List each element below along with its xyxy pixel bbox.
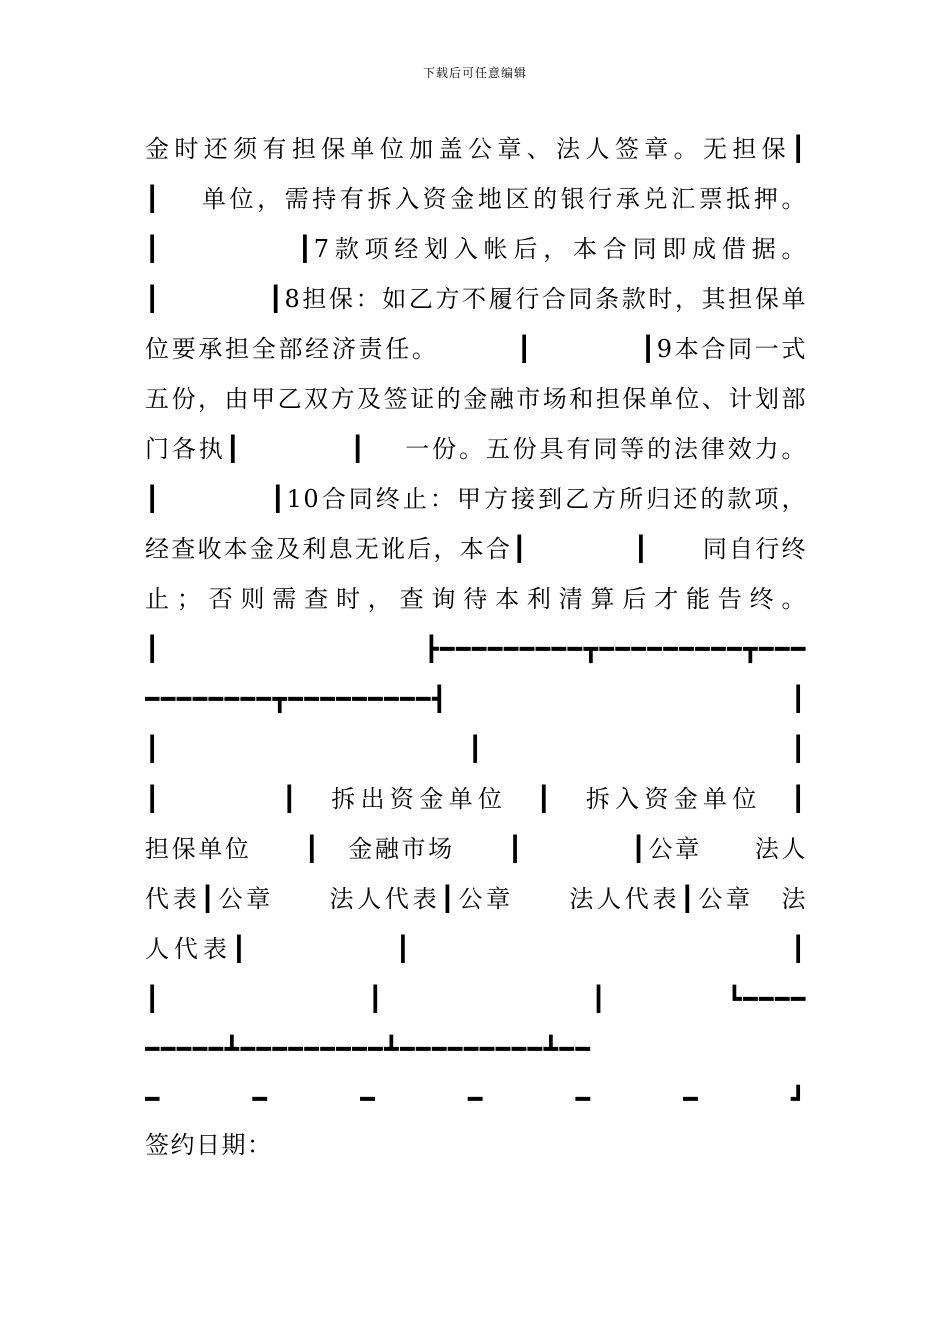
text-line: ┃ ┃10合同终止：甲方接到乙方所归还的款项， bbox=[145, 485, 807, 513]
table-border-line: ━━━━━━━━┳━━━━━━━━━┫ ┃ bbox=[145, 685, 807, 713]
table-border-line: ┃ ┃ ┃ bbox=[145, 735, 807, 763]
text-line: ┃ 单位，需持有拆入资金地区的银行承兑汇票抵押。 bbox=[145, 185, 807, 213]
table-header-line: 人代表┃ ┃ ┃ bbox=[145, 935, 807, 963]
text-line: 经查收本金及利息无讹后，本合┃ ┃ 同自行终 bbox=[145, 535, 807, 563]
table-header-line: 代表┃公章 法人代表┃公章 法人代表┃公章 法 bbox=[145, 885, 807, 913]
table-header-line: 担保单位 ┃ 金融市场 ┃ ┃公章 法人 bbox=[145, 835, 807, 863]
table-border-line: ┃ ┣━━━━━━━━━┳━━━━━━━━━┳━━━ bbox=[145, 635, 807, 663]
page-header-note: 下载后可任意编辑 bbox=[422, 66, 527, 80]
table-border-line: ┃ ┃ ┃ ┗━━━━ bbox=[145, 985, 807, 1013]
text-line: 五份，由甲乙双方及签证的金融市场和担保单位、计划部 bbox=[145, 385, 807, 413]
table-border-line: ━ ━ ━ ━ ━ ━ ┛ bbox=[145, 1085, 807, 1113]
text-line: 止；否则需查时，查询待本利清算后才能告终。 bbox=[145, 585, 807, 613]
text-line: 门各执┃ ┃ 一份。五份具有同等的法律效力。 bbox=[145, 435, 807, 463]
text-line: ┃ ┃7款项经划入帐后，本合同即成借据。 bbox=[145, 235, 807, 263]
table-border-line: ━━━━━┻━━━━━━━━━┻━━━━━━━━━┻━━ bbox=[145, 1035, 592, 1063]
contract-body bbox=[145, 124, 807, 1124]
text-line: 金时还须有担保单位加盖公章、法人签章。无担保┃ bbox=[145, 135, 807, 163]
text-line: 位要承担全部经济责任。 ┃ ┃9本合同一式 bbox=[145, 335, 807, 363]
sign-date-label: 签约日期： bbox=[145, 1131, 273, 1159]
table-header-line: ┃ ┃ 拆出资金单位 ┃ 拆入资金单位 ┃ bbox=[145, 785, 807, 813]
text-line: ┃ ┃8担保：如乙方不履行合同条款时，其担保单 bbox=[145, 285, 807, 313]
